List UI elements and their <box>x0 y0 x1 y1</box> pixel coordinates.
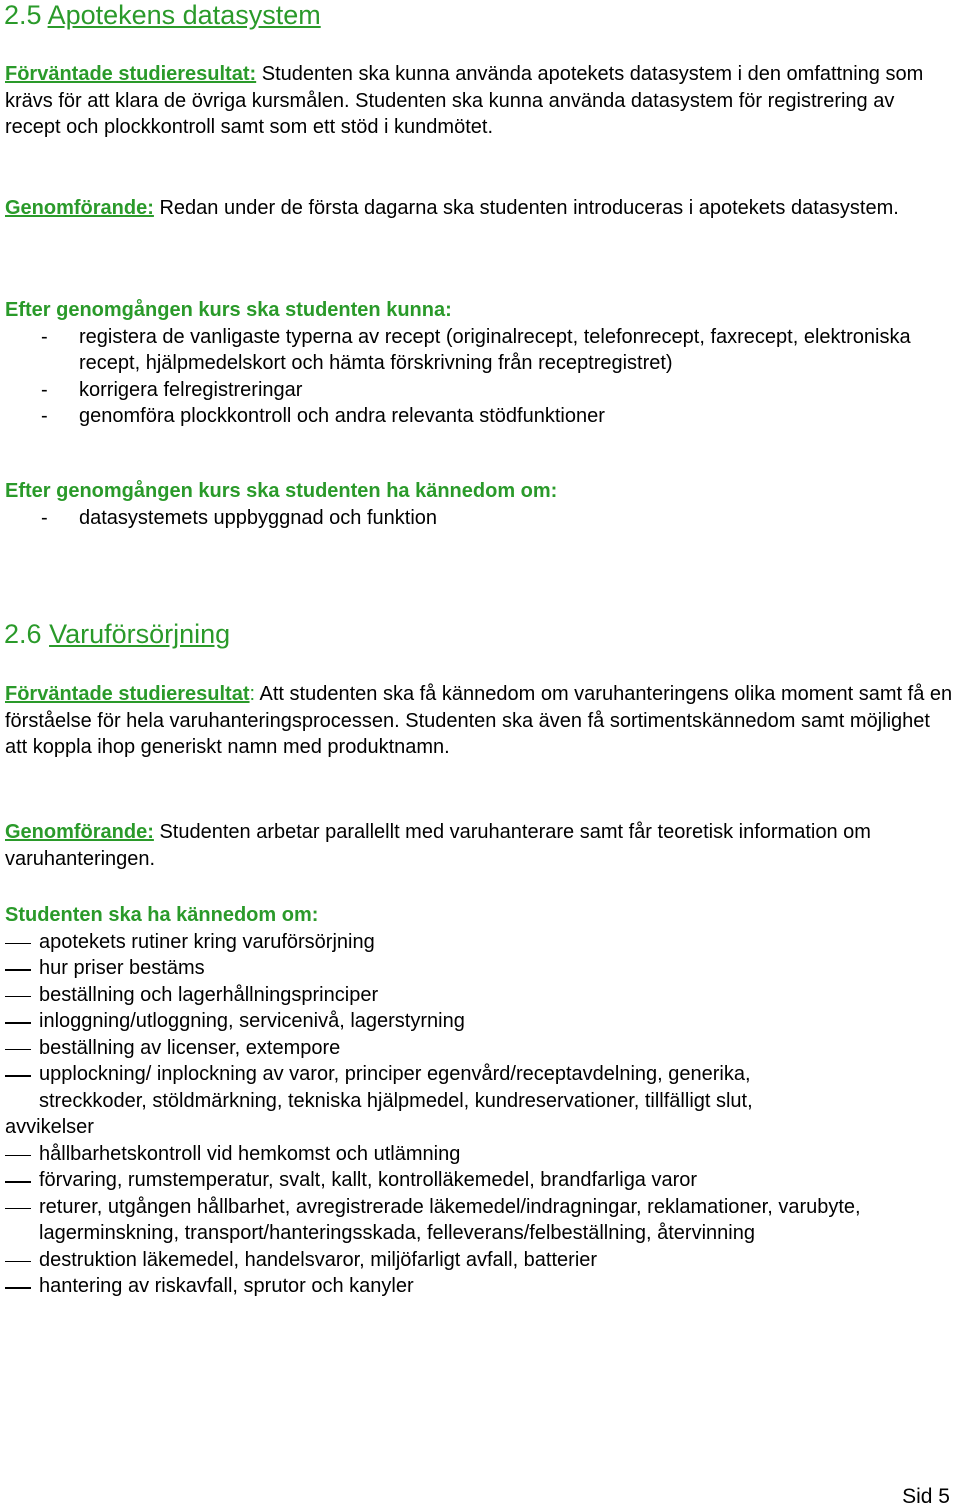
knowledge-heading: Efter genomgången kurs ska studenten ha kännedom om: <box>5 480 558 502</box>
after-course-knowledge <box>5 478 955 531</box>
section-heading-2-6 <box>4 618 230 650</box>
dash-line-bullet <box>5 1155 31 1157</box>
list-item: upplockning/ inplockning av varor, principer egenvård/receptavdelning, generika, streckkoder, stöldmärkning, tekniska hjälpmedel, kundreservationer, tillfälligt slut, avvikelser <box>5 1063 753 1138</box>
list-item: destruktion läkemedel, handelsvaror, miljöfarligt avfall, batterier <box>5 1247 955 1274</box>
expected-results-colon: : <box>249 683 256 705</box>
list-item: hur priser bestäms <box>5 955 955 982</box>
list-item: inloggning/utloggning, servicenivå, lagerstyrning <box>5 1008 955 1035</box>
list-item: - datasystemets uppbyggnad och funktion <box>5 505 955 532</box>
dash-line-bullet <box>5 1181 31 1183</box>
expected-results-text: Att studenten ska få kännedom om varuhanteringens olika moment samt få en förståelse för hela varuhanteringsprocessen. Studenten ska även få sortimentskännedom samt möjlighet att koppla ihop generiskt namn med produktnamn. <box>5 683 953 758</box>
after-course-skills <box>5 297 955 430</box>
list-item: - registera de vanligaste typerna av recept (originalrecept, telefonrecept, faxrecept, elektroniska recept, hjälpmedelskort och hämta förskrivning från receptregistret) <box>41 325 911 374</box>
knowledge-heading: Studenten ska ha kännedom om: <box>5 904 319 926</box>
dash-bullet: - <box>41 506 48 529</box>
dash-line-bullet <box>5 996 31 998</box>
dash-line-bullet <box>5 1075 31 1077</box>
expected-results-text: Studenten ska kunna använda apotekets datasystem i den omfattning som krävs för att klara de övriga kursmålen. Studenten ska kunna använda datasystem för registrering av recept och plockkontroll samt som ett stöd i kundmötet. <box>5 63 924 138</box>
implementation-label: Genomförande: <box>5 197 154 219</box>
list-item: hantering av riskavfall, sprutor och kanyler <box>5 1273 955 1300</box>
knowledge-list <box>5 929 955 1300</box>
knowledge-section <box>5 902 955 1300</box>
after-course-heading: Efter genomgången kurs ska studenten kunna: <box>5 299 452 321</box>
list-item: hållbarhetskontroll vid hemkomst och utlämning <box>5 1141 955 1168</box>
dash-line-bullet <box>5 1261 31 1263</box>
dash-line-bullet <box>5 943 31 945</box>
expected-results-paragraph <box>5 61 955 141</box>
dash-line-bullet <box>5 1049 31 1051</box>
implementation-paragraph <box>5 195 955 222</box>
list-item: beställning av licenser, extempore <box>5 1035 955 1062</box>
dash-bullet: - <box>41 325 48 348</box>
expected-results-paragraph <box>5 681 955 761</box>
implementation-text: Redan under de första dagarna ska studenten introduceras i apotekets datasystem. <box>153 197 899 219</box>
section-number: 2.5 <box>4 0 42 30</box>
dash-line-bullet <box>5 1287 31 1289</box>
dash-line-bullet <box>5 1022 31 1024</box>
knowledge-list <box>5 505 955 532</box>
expected-results-label: Förväntade studieresultat: <box>5 63 257 85</box>
dash-line-bullet <box>5 969 31 971</box>
implementation-text: Studenten arbetar parallellt med varuhanterare samt får teoretisk information om varuhanteringen. <box>5 821 871 870</box>
list-item: apotekets rutiner kring varuförsörjning <box>5 929 955 956</box>
skills-list <box>5 324 955 430</box>
section-title: Varuförsörjning <box>49 619 231 649</box>
dash-bullet: - <box>41 405 48 427</box>
list-item: - korrigera felregistreringar <box>5 377 955 404</box>
dash-line-bullet <box>5 1208 31 1210</box>
implementation-paragraph <box>5 819 955 872</box>
list-item: - genomföra plockkontroll och andra relevanta stödfunktioner <box>5 403 955 430</box>
dash-bullet: - <box>41 378 48 401</box>
section-heading-2-5 <box>4 0 321 31</box>
list-item: beställning och lagerhållningsprinciper <box>5 982 955 1009</box>
section-number: 2.6 <box>4 619 42 649</box>
section-title: Apotekens datasystem <box>47 0 321 30</box>
list-item: returer, utgången hållbarhet, avregistrerade läkemedel/indragningar, reklamationer, varubyte, lagerminskning, transport/hanteringsskada, felleverans/felbeställning, återvinning <box>5 1194 955 1247</box>
list-item: förvaring, rumstemperatur, svalt, kallt, kontrolläkemedel, brandfarliga varor <box>5 1167 955 1194</box>
implementation-label: Genomförande: <box>5 821 154 843</box>
page-number: Sid 5 <box>902 1485 950 1508</box>
expected-results-label: Förväntade studieresultat <box>5 683 250 705</box>
